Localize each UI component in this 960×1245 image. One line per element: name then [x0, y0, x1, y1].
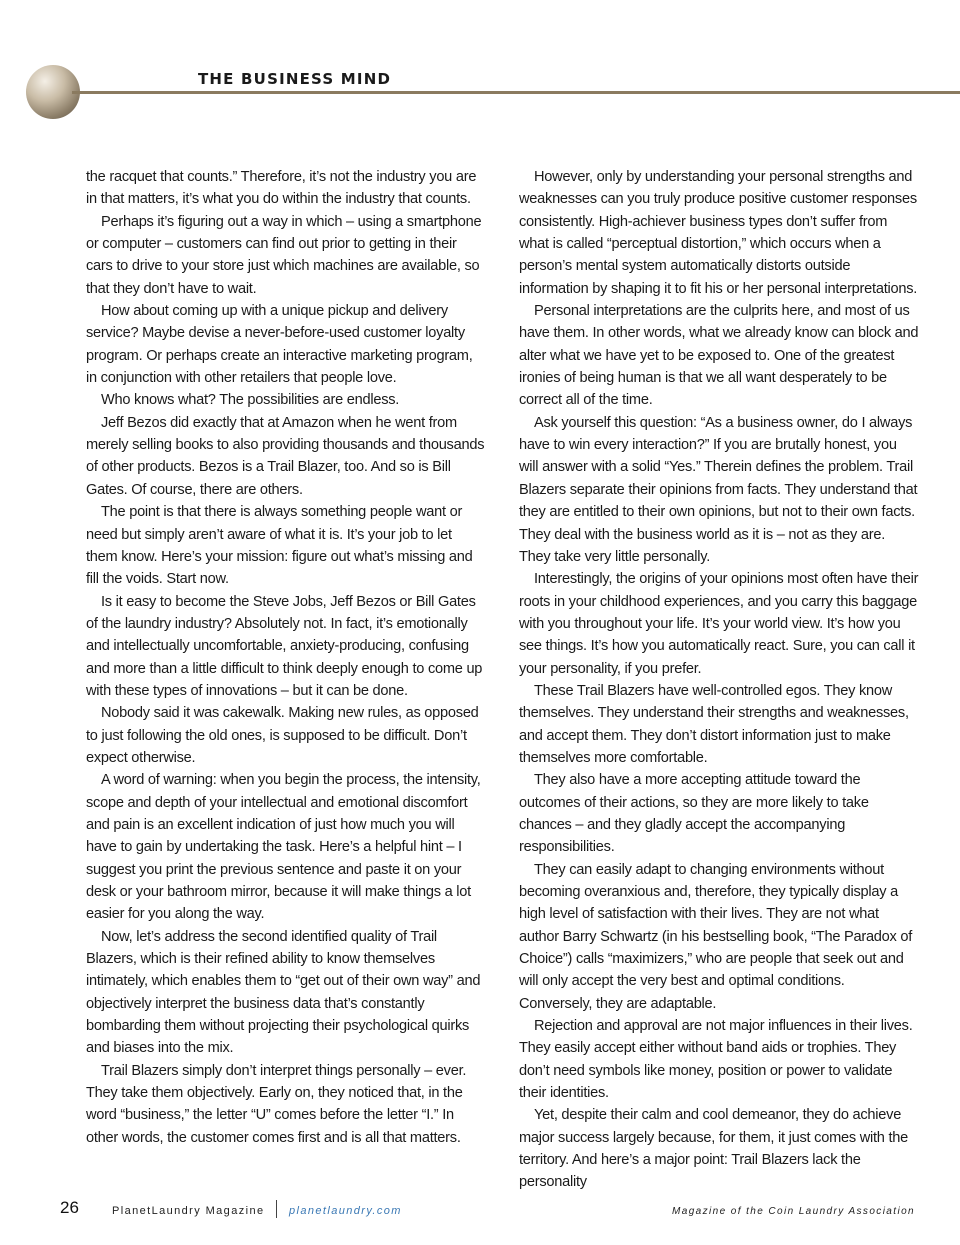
page-header [0, 0, 960, 130]
paragraph: the racquet that counts.” Therefore, it’s not the industry you are in that matters, it’s what you do within the industry that counts. [86, 169, 477, 208]
paragraph: They can easily adapt to changing environments without becoming overanxious and, therefore, they typically display a high level of satisfaction with their lives. They are not what author Barry Schwartz (in his bestselling book, “The Paradox of Choice”) calls “maximizers,” who are people that seek out and will only accept the very best and optimal conditions. Conversely, they are adaptable. [519, 861, 913, 1012]
paragraph: However, only by understanding your personal strengths and weaknesses can you truly produce positive customer responses consistently. High-achiever business types don’t suffer from what is called “perceptual distortion,” which occurs when a person’s mental system automatically distorts outside information by shaping it to fit his or her personal interpretations. [519, 169, 918, 297]
paragraph: Is it easy to become the Steve Jobs, Jeff Bezos or Bill Gates of the laundry industry? Absolutely not. In fact, it’s emotionally and intellectually uncomfortable, anxiety-producing, confusing and more than a little difficult to think deeply enough to come up with these types of innovations – but it can be done. [86, 593, 483, 699]
page-footer [0, 1196, 960, 1226]
paragraph: Nobody said it was cakewalk. Making new rules, as opposed to just following the old ones, is supposed to be difficult. Don’t expect otherwise. [86, 705, 479, 766]
paragraph: These Trail Blazers have well-controlled egos. They know themselves. They understand their strengths and weaknesses, and accept them. They don’t distort information just to make themselves more comfortable. [519, 682, 909, 766]
paragraph: They also have a more accepting attitude toward the outcomes of their actions, so they are more likely to take chances – and they gladly accept the accompanying responsibilities. [519, 772, 869, 856]
paragraph: Now, let’s address the second identified quality of Trail Blazers, which is their refined ability to know themselves intimately, which enables them to “get out of their own way” and objectively interpret the business data that’s constantly bombarding them without projecting their psychological quirks and biases into the mix. [86, 928, 481, 1057]
paragraph: Perhaps it’s figuring out a way in which – using a smartphone or computer – customers can find out prior to getting in their cars to drive to your store just which machines are available, so that they don’t have to wait. [86, 213, 482, 297]
header-rule [72, 91, 960, 94]
paragraph: How about coming up with a unique pickup and delivery service? Maybe devise a never-before-used customer loyalty program. Or perhaps create an interactive marketing program, in conjunction with other retailers that people love. [86, 303, 473, 387]
paragraph: Interestingly, the origins of your opinions most often have their roots in your childhood experiences, and you carry this baggage with you throughout your life. It’s your world view. It’s how you see things. It’s how you automatically react. Sure, you can call it your personality, if you prefer. [519, 571, 919, 677]
magazine-name: PlanetLaundry Magazine [112, 1205, 265, 1217]
footer-divider [276, 1200, 277, 1218]
website-link[interactable]: planetlaundry.com [289, 1205, 402, 1217]
paragraph: Rejection and approval are not major influences in their lives. They easily accept either without band aids or trophies. They don’t need symbols like money, position or power to validate their identities. [519, 1018, 913, 1102]
right-column [519, 166, 919, 1194]
left-column [86, 166, 486, 1149]
paragraph: Trail Blazers simply don’t interpret things personally – ever. They take them objectively. Early on, they noticed that, in the word “business,” the letter “U” comes before the letter “I.” In other words, the customer comes first and is all that matters. [86, 1062, 467, 1146]
paragraph: Ask yourself this question: “As a business owner, do I always have to win every interaction?” If you are brutally honest, you will answer with a solid “Yes.” Therein defines the problem. Trail Blazers separate their opinions from facts. They understand that they are entitled to their own opinions, but not to their own facts. They deal with the business world as it is – not as they are. They take very little personally. [519, 414, 918, 565]
section-title: THE BUSINESS MIND [198, 70, 392, 88]
paragraph: Who knows what? The possibilities are endless. [101, 392, 400, 409]
paragraph: Jeff Bezos did exactly that at Amazon when he went from merely selling books to also providing thousands and thousands of other products. Bezos is a Trail Blazer, too. And so is Bill Gates. Of course, there are others. [86, 414, 485, 498]
paragraph: A word of warning: when you begin the process, the intensity, scope and depth of your intellectual and emotional discomfort and pain is an excellent indication of just how much you will have to gain by undertaking the task. Here’s a helpful hint – I suggest you print the previous sentence and paste it on your desk or your bathroom mirror, because it will make things a lot easier for you along the way. [86, 772, 481, 923]
paragraph: Yet, despite their calm and cool demeanor, they do achieve major success largely because, for them, it just comes with the territory. And here’s a major point: Trail Blazers lack the personality [519, 1107, 908, 1191]
page-number: 26 [60, 1198, 79, 1217]
paragraph: The point is that there is always something people want or need but simply aren’t aware of what it is. It’s your job to let them know. Here’s your mission: figure out what’s missing and fill the voids. Start now. [86, 504, 473, 588]
paragraph: Personal interpretations are the culprits here, and most of us have them. In other words, what we already know can block and alter what we have yet to be exposed to. One of the greatest ironies of being human is that we all want desperately to be correct all of the time. [519, 303, 919, 409]
association-tagline: Magazine of the Coin Laundry Association [672, 1206, 915, 1217]
